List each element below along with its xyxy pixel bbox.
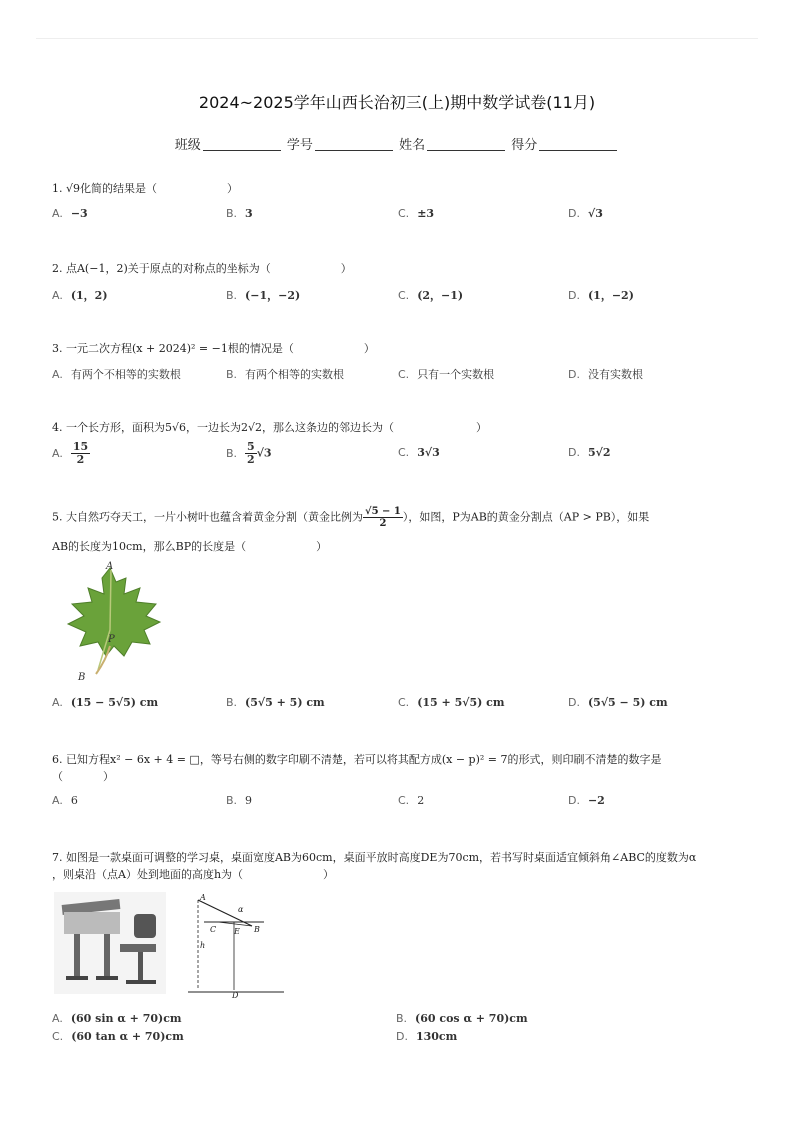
q5-option-a[interactable] xyxy=(52,696,158,709)
option-text: 3 xyxy=(245,207,253,220)
question-3-stem: 3. 一元二次方程(x + 2024)² = −1根的情况是（ xyxy=(52,342,294,355)
question-6-open: （ xyxy=(52,770,63,783)
option-text: (60 cos α + 70)cm xyxy=(415,1012,528,1025)
option-letter: A. xyxy=(52,794,63,807)
option-text: (1，−2) xyxy=(587,289,634,302)
question-5-close: ） xyxy=(316,540,328,553)
q4-option-b[interactable] xyxy=(226,441,272,466)
q5-option-c[interactable] xyxy=(398,696,504,709)
diagram-label-h: h xyxy=(200,941,206,950)
name-label: 姓名 xyxy=(399,138,426,153)
desk-photo xyxy=(54,892,166,994)
option-letter: D. xyxy=(396,1030,408,1043)
q2-option-b[interactable] xyxy=(226,287,300,303)
q1-option-c[interactable] xyxy=(398,207,434,220)
denominator: 2 xyxy=(76,453,85,467)
q3-option-c[interactable] xyxy=(398,366,494,382)
question-2-stem: 2. 点A(−1，2)关于原点的对称点的坐标为（ xyxy=(52,262,271,275)
option-text: 130cm xyxy=(415,1030,458,1043)
option-letter: A. xyxy=(52,446,63,460)
option-text: 3√3 xyxy=(417,446,440,459)
option-letter: B. xyxy=(226,207,238,220)
class-label: 班级 xyxy=(174,138,201,153)
q6-option-c[interactable] xyxy=(398,794,424,807)
fraction xyxy=(71,441,90,466)
chair-back xyxy=(134,914,156,938)
desk-diagram xyxy=(188,892,288,1000)
question-6 xyxy=(52,751,661,767)
q6-option-a[interactable] xyxy=(52,794,78,807)
option-text: 只有一个实数根 xyxy=(417,368,495,381)
question-7-stem2: ，则桌沿（点A）处到地面的高度h为（ xyxy=(52,868,244,881)
q4-option-d[interactable] xyxy=(568,446,611,459)
score-label: 得分 xyxy=(511,138,538,153)
chair-seat xyxy=(120,944,156,952)
question-2-close: ） xyxy=(340,262,352,275)
option-letter: D. xyxy=(568,289,580,302)
option-letter: D. xyxy=(568,794,580,807)
option-text: √3 xyxy=(256,446,272,460)
question-7-line2 xyxy=(52,866,334,882)
golden-ratio-fraction xyxy=(363,506,403,529)
option-letter: D. xyxy=(568,207,580,220)
q3-option-b[interactable] xyxy=(226,366,344,382)
option-letter: B. xyxy=(226,368,238,381)
q2-option-c[interactable] xyxy=(398,287,463,303)
numerator: √5 − 1 xyxy=(365,506,401,517)
denominator: 2 xyxy=(379,518,387,529)
diagram-label-e: E xyxy=(234,927,240,936)
question-5-stem-a: 5. 大自然巧夺天工，一片小树叶也蕴含着黄金分割（黄金比例为 xyxy=(52,510,363,524)
id-blank[interactable] xyxy=(315,138,393,151)
option-text: (15 + 5√5) cm xyxy=(417,696,505,709)
option-text: 9 xyxy=(245,794,253,807)
option-letter: B. xyxy=(226,696,238,709)
q5-option-d[interactable] xyxy=(568,696,668,709)
page-title: 2024~2025学年山西长治初三(上)期中数学试卷(11月) xyxy=(198,93,596,112)
option-letter: C. xyxy=(398,207,410,220)
option-text: ±3 xyxy=(417,207,435,220)
option-letter: B. xyxy=(396,1012,408,1025)
option-letter: C. xyxy=(52,1030,64,1043)
option-text: (−1，−2) xyxy=(245,289,301,302)
option-letter: D. xyxy=(568,368,580,381)
question-6-close: ） xyxy=(103,770,114,783)
question-6-line2 xyxy=(52,768,114,784)
q1-option-d[interactable] xyxy=(568,207,603,220)
option-letter: B. xyxy=(226,794,238,807)
class-blank[interactable] xyxy=(203,138,281,151)
option-letter: C. xyxy=(398,446,410,459)
leaf-label-p: P xyxy=(108,634,115,645)
question-4-stem: 4. 一个长方形，面积为5√6，一边长为2√2，那么这条边的邻边长为（ xyxy=(52,421,395,434)
question-7-stem: 7. 如图是一款桌面可调整的学习桌，桌面宽度AB为60cm，桌面平放时高度DE为70cm，若书写时桌面适宜倾斜角∠ABC的度数为α xyxy=(52,851,697,864)
q6-option-d[interactable] xyxy=(568,794,605,807)
q7-option-d[interactable] xyxy=(396,1030,457,1043)
option-text: 5√2 xyxy=(587,446,611,459)
option-letter: C. xyxy=(398,368,410,381)
question-1-close: ） xyxy=(227,182,238,195)
question-6-stem: 6. 已知方程x² − 6x + 4 = □，等号右侧的数字印刷不清楚，若可以将其配方成(x − p)² = 7的形式，则印刷不清楚的数字是 xyxy=(52,753,662,766)
diagram-label-alpha: α xyxy=(238,905,244,914)
question-5-stem-b: ），如图，P为AB的黄金分割点（AP > PB），如果 xyxy=(402,510,650,524)
maple-leaf-figure xyxy=(58,560,178,685)
q1-option-a[interactable] xyxy=(52,207,88,220)
option-letter: C. xyxy=(398,696,410,709)
name-blank[interactable] xyxy=(427,138,505,151)
option-text: (1，2) xyxy=(70,289,108,302)
id-label: 学号 xyxy=(286,138,313,153)
diagram-label-a: A xyxy=(200,893,206,902)
q7-option-b[interactable] xyxy=(396,1012,528,1025)
option-text: 2 xyxy=(417,794,425,807)
fraction xyxy=(245,441,257,466)
option-text: −2 xyxy=(587,794,605,807)
diagram-label-b: B xyxy=(254,925,260,934)
option-text: 6 xyxy=(70,794,78,807)
option-letter: A. xyxy=(52,207,63,220)
numerator: 15 xyxy=(72,440,89,453)
diagram-label-c: C xyxy=(210,925,217,934)
option-letter: C. xyxy=(398,289,410,302)
option-text: 有两个不相等的实数根 xyxy=(70,368,181,381)
top-rule xyxy=(36,38,758,39)
q2-option-a[interactable] xyxy=(52,287,108,303)
question-1-stem: 1. √9化简的结果是（ xyxy=(52,182,157,195)
option-text: 有两个相等的实数根 xyxy=(245,368,345,381)
option-text: (2，−1) xyxy=(417,289,464,302)
q3-option-a[interactable] xyxy=(52,366,181,382)
q5-option-b[interactable] xyxy=(226,696,325,709)
option-letter: B. xyxy=(226,446,238,460)
leaf-label-b: B xyxy=(78,672,86,683)
question-5-line2 xyxy=(52,538,327,554)
question-4 xyxy=(52,419,487,435)
question-5-stem-c: AB的长度为10cm，那么BP的长度是（ xyxy=(52,540,247,553)
option-letter: C. xyxy=(398,794,410,807)
denominator: 2 xyxy=(247,453,255,467)
option-text: √3 xyxy=(587,207,603,220)
option-text: (15 − 5√5) cm xyxy=(70,696,159,709)
question-3-close: ） xyxy=(363,342,375,355)
q4-option-a[interactable] xyxy=(52,441,90,466)
option-text: (5√5 − 5) cm xyxy=(587,696,668,709)
question-5 xyxy=(52,506,649,529)
question-3 xyxy=(52,340,375,356)
option-letter: A. xyxy=(52,696,63,709)
question-2 xyxy=(52,260,352,276)
option-text: −3 xyxy=(70,207,88,220)
option-letter: B. xyxy=(226,289,238,302)
numerator: 5 xyxy=(247,440,255,453)
option-letter: D. xyxy=(568,696,580,709)
option-text: (60 sin α + 70)cm xyxy=(70,1012,182,1025)
option-letter: A. xyxy=(52,1012,63,1025)
q1-option-b[interactable] xyxy=(226,207,253,220)
q7-option-a[interactable] xyxy=(52,1012,182,1025)
q4-option-c[interactable] xyxy=(398,446,440,459)
question-4-close: ） xyxy=(476,421,488,434)
option-letter: D. xyxy=(568,446,580,459)
question-7 xyxy=(52,849,696,865)
student-info-line xyxy=(0,134,794,153)
option-text: (5√5 + 5) cm xyxy=(245,696,325,709)
q6-option-b[interactable] xyxy=(226,794,252,807)
option-letter: A. xyxy=(52,368,63,381)
q3-option-d[interactable] xyxy=(568,366,643,382)
question-1 xyxy=(52,180,238,196)
option-text: (60 tan α + 70)cm xyxy=(71,1030,184,1043)
question-7-close: ） xyxy=(323,868,335,881)
q7-option-c[interactable] xyxy=(52,1030,184,1043)
option-letter: A. xyxy=(52,289,63,302)
option-text: 没有实数根 xyxy=(587,368,643,381)
diagram-label-d: D xyxy=(232,991,239,1000)
q2-option-d[interactable] xyxy=(568,287,634,303)
leaf-label-a: A xyxy=(106,561,114,572)
score-blank[interactable] xyxy=(539,138,617,151)
